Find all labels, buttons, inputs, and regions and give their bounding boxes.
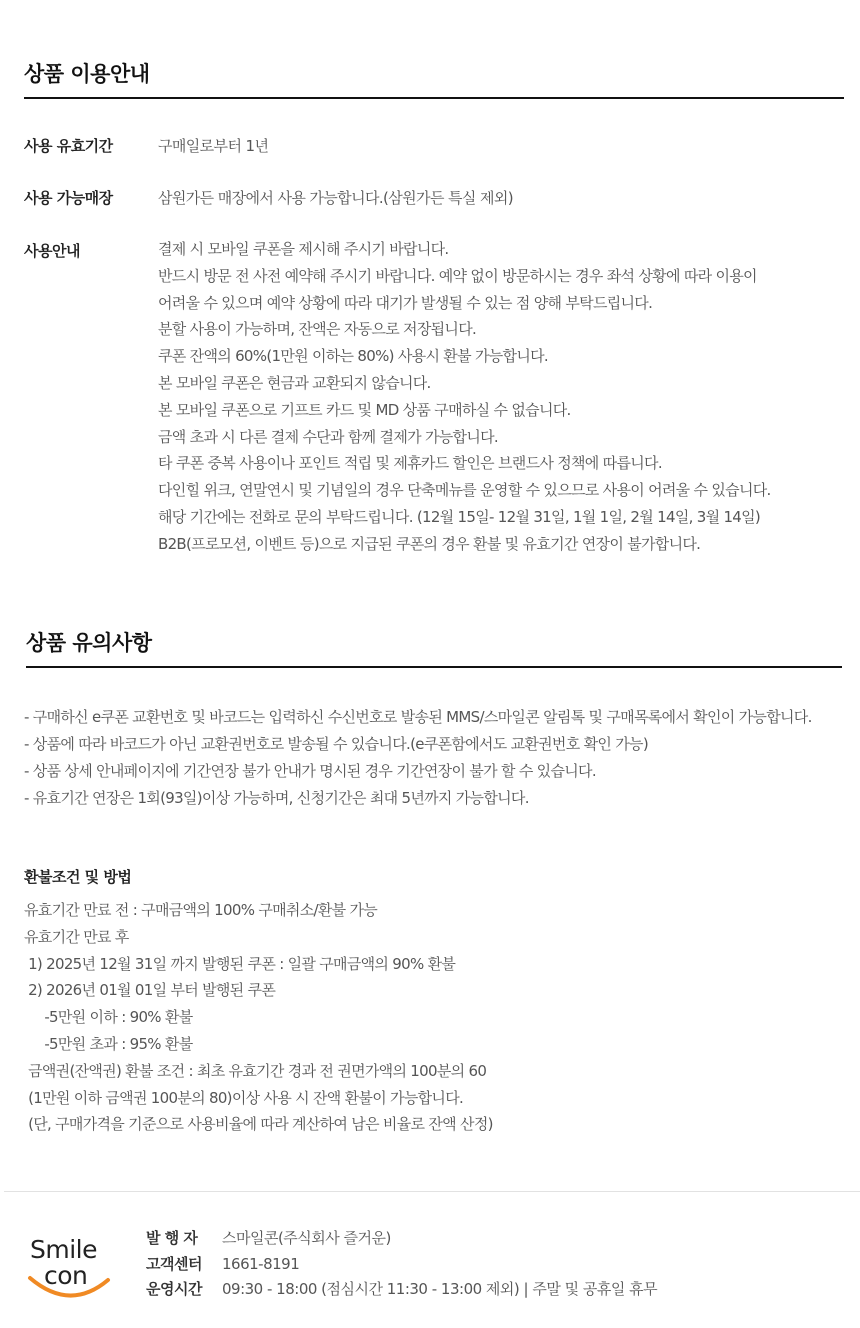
caution-line: - 유효기간 연장은 1회(93일)이상 가능하며, 신청기간은 최대 5년까지 가능합니다. — [24, 789, 529, 807]
logo-text-smile: Smile — [30, 1236, 97, 1264]
refund-line: 2) 2026년 01월 01일 부터 발행된 쿠폰 — [24, 981, 276, 1000]
validity-value: 구매일로부터 1년 — [158, 137, 269, 155]
guide-line: 어려울 수 있으며 예약 상황에 따라 대기가 발생될 수 있는 점 양해 부탁드립니다. — [158, 293, 653, 312]
refund-line: 유효기간 만료 후 — [24, 927, 129, 946]
support-label: 고객센터 — [146, 1255, 202, 1273]
refund-line: (단, 구매가격을 기준으로 사용비율에 따라 계산하여 남은 비율로 잔액 산정) — [24, 1115, 493, 1134]
caution-section-divider — [26, 666, 842, 668]
refund-list — [24, 897, 493, 1138]
validity-label: 사용 유효기간 — [24, 137, 113, 155]
publisher-value: 스마일콘(주식회사 즐거운) — [222, 1229, 391, 1247]
usage-section-divider — [24, 97, 844, 99]
footer-support — [146, 1253, 299, 1274]
hours-label: 운영시간 — [146, 1280, 202, 1298]
stores-label: 사용 가능매장 — [24, 189, 113, 207]
refund-line: -5만원 이하 : 90% 환불 — [24, 1008, 193, 1027]
refund-line: 금액권(잔액권) 환불 조건 : 최초 유효기간 경과 전 권면가액의 100분의 60 — [24, 1061, 487, 1080]
refund-line: (1만원 이하 금액권 100분의 80)이상 사용 시 잔액 환불이 가능합니다. — [24, 1088, 464, 1107]
guide-line: 쿠폰 잔액의 60%(1만원 이하는 80%) 사용시 환불 가능합니다. — [158, 347, 548, 366]
guide-line: 금액 초과 시 다른 결제 수단과 함께 결제가 가능합니다. — [158, 427, 498, 446]
footer-publisher — [146, 1227, 391, 1248]
footer-divider — [4, 1191, 860, 1192]
guide-line: 본 모바일 쿠폰은 현금과 교환되지 않습니다. — [158, 373, 431, 392]
guide-line: 분할 사용이 가능하며, 잔액은 자동으로 저장됩니다. — [158, 320, 477, 339]
guide-line: 결제 시 모바일 쿠폰을 제시해 주시기 바랍니다. — [158, 240, 449, 258]
footer-hours — [146, 1278, 657, 1299]
guide-line: 본 모바일 쿠폰으로 기프트 카드 및 MD 상품 구매하실 수 없습니다. — [158, 400, 571, 419]
guide-line: 반드시 방문 전 사전 예약해 주시기 바랍니다. 예약 없이 방문하시는 경우 좌석 상황에 따라 이용이 — [158, 266, 757, 285]
refund-line: 1) 2025년 12월 31일 까지 발행된 쿠폰 : 일괄 구매금액의 90% 환불 — [24, 954, 456, 973]
caution-line: - 상품 상세 안내페이지에 기간연장 불가 안내가 명시된 경우 기간연장이 불가 할 수 있습니다. — [24, 762, 596, 780]
smilecon-logo — [26, 1236, 116, 1306]
caution-line: - 상품에 따라 바코드가 아닌 교환권번호로 발송될 수 있습니다.(e쿠폰함에서도 교환권번호 확인 가능) — [24, 735, 648, 753]
guide-line: 다인힐 위크, 연말연시 및 기념일의 경우 단축메뉴를 운영할 수 있으므로 사용이 어려울 수 있습니다. — [158, 481, 771, 500]
refund-line: 유효기간 만료 전 : 구매금액의 100% 구매취소/환불 가능 — [24, 901, 378, 919]
guide-line: B2B(프로모션, 이벤트 등)으로 지급된 쿠폰의 경우 환불 및 유효기간 연장이 불가합니다. — [158, 534, 701, 553]
guide-line: 해당 기간에는 전화로 문의 부탁드립니다. (12월 15일- 12월 31일, 1월 1일, 2월 14일, 3월 14일) — [158, 507, 761, 526]
stores-value: 삼원가든 매장에서 사용 가능합니다.(삼원가든 특실 제외) — [158, 189, 513, 207]
guide-list — [158, 236, 771, 558]
logo-text-con: con — [44, 1261, 88, 1290]
refund-title: 환불조건 및 방법 — [24, 868, 132, 886]
guide-line: 타 쿠폰 중복 사용이나 포인트 적립 및 제휴카드 할인은 브랜드사 정책에 따릅니다. — [158, 454, 662, 473]
caution-list — [24, 704, 840, 812]
caution-line: - 구매하신 e쿠폰 교환번호 및 바코드는 입력하신 수신번호로 발송된 MMS/스마일콘 알림톡 및 구매목록에서 확인이 가능합니다. — [24, 708, 812, 726]
caution-section-title: 상품 유의사항 — [26, 631, 152, 655]
guide-label: 사용안내 — [24, 242, 80, 260]
hours-value: 09:30 - 18:00 (점심시간 11:30 - 13:00 제외) | 주말 및 공휴일 휴무 — [222, 1280, 658, 1298]
support-phone: 1661-8191 — [222, 1255, 300, 1273]
publisher-label: 발 행 자 — [146, 1229, 198, 1247]
usage-section-title: 상품 이용안내 — [24, 62, 150, 86]
refund-line: -5만원 초과 : 95% 환불 — [24, 1034, 193, 1053]
